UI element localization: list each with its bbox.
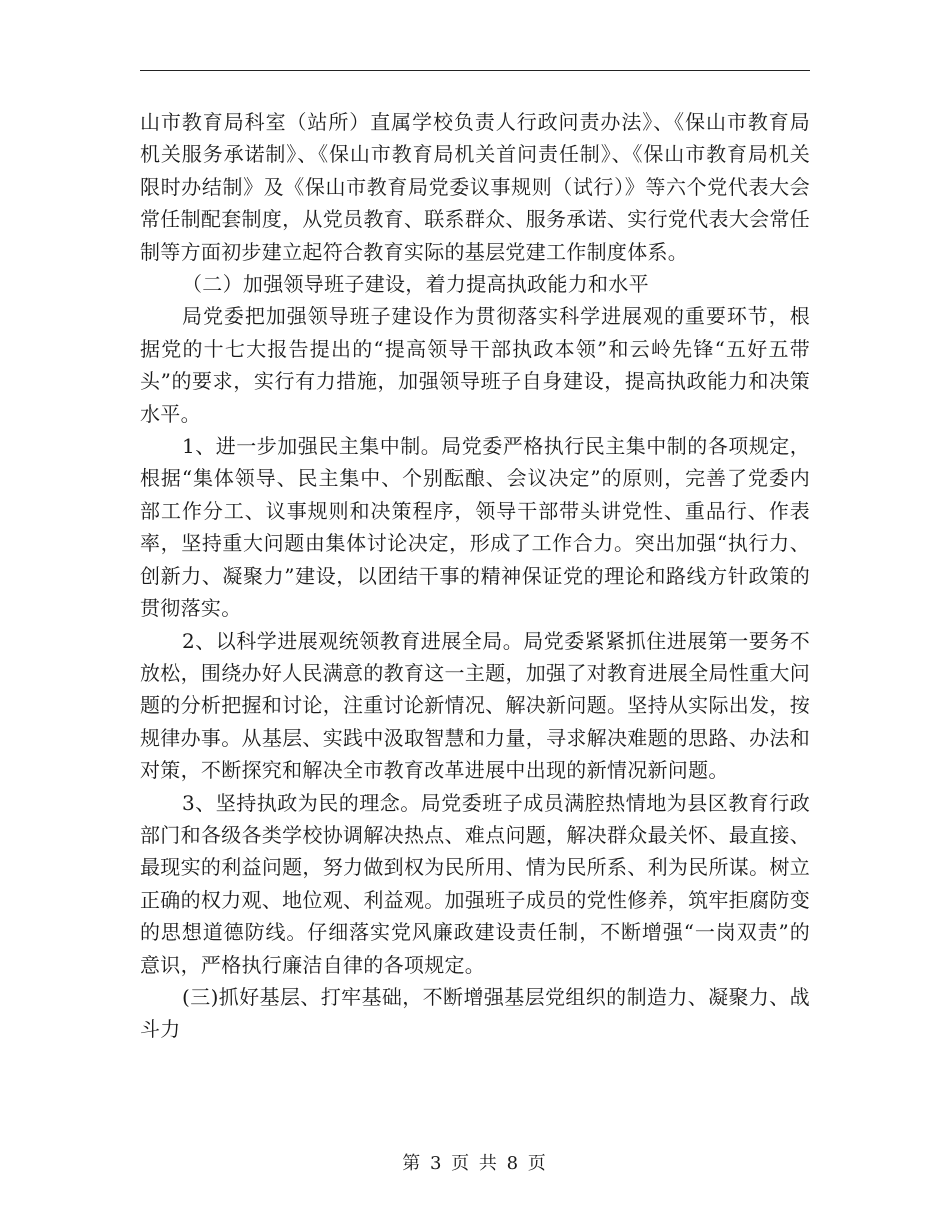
paragraph-scientific-development: 2、以科学进展观统领教育进展全局。局党委紧紧抓住进展第一要务不放松，围绕办好人民满意的教育这一主题，加强了对教育进展全局性重大问题的分析把握和讨论，注重讨论新情况、解决新问题。坚持从实际出发，按规律办事。从基层、实践中汲取智慧和力量，寻求解决难题的思路、办法和对策，不断探究和解决全市教育改革进展中出现的新情况新问题。: [140, 628, 810, 783]
paragraph-leadership: 局党委把加强领导班子建设作为贯彻落实科学进展观的重要环节，根据党的十七大报告提出的“提高领导干部执政本领”和云岭先锋“五好五带头”的要求，实行有力措施，加强领导班子自身建设，提高执政能力和决策水平。: [140, 304, 810, 426]
paragraph-continuation: 山市教育局科室（站所）直属学校负责人行政问责办法》、《保山市教育局机关服务承诺制》、《保山市教育局机关首问责任制》、《保山市教育局机关限时办结制》及《保山市教育局党委议事规则（试行）》等六个党代表大会常任制配套制度，从党员教育、联系群众、服务承诺、实行党代表大会常任制等方面初步建立起符合教育实际的基层党建工作制度体系。: [140, 110, 810, 264]
section-heading-2: （二）加强领导班子建设，着力提高执政能力和水平: [182, 272, 649, 297]
paragraph-governing-for-people: 3、坚持执政为民的理念。局党委班子成员满腔热情地为县区教育行政部门和各级各类学校协调解决热点、难点问题，解决群众最关怀、最直接、最现实的利益问题，努力做到权为民所用、情为民所系、利为民所谋。树立正确的权力观、地位观、利益观。加强班子成员的党性修养，筑牢拒腐防变的思想道德防线。仔细落实党风廉政建设责任制，不断增强“一岗双责”的意识，严格执行廉洁自律的各项规定。: [140, 790, 810, 977]
paragraph-democratic-centralism: 1、进一步加强民主集中制。局党委严格执行民主集中制的各项规定，根据“集体领导、民主集中、个别酝酿、会议决定”的原则，完善了党委内部工作分工、议事规则和决策程序，领导干部带头讲党性、重品行、作表率，坚持重大问题由集体讨论决定，形成了工作合力。突出加强“执行力、创新力、凝聚力”建设，以团结干事的精神保证党的理论和路线方针政策的贯彻落实。: [140, 434, 810, 621]
page-number-footer: 第 3 页 共 8 页: [402, 1153, 548, 1174]
header-rule: [140, 70, 810, 71]
document-body: [140, 106, 810, 1046]
section-heading-3: (三)抓好基层、打牢基础，不断增强基层党组织的制造力、凝聚力、战斗力: [140, 984, 810, 1042]
